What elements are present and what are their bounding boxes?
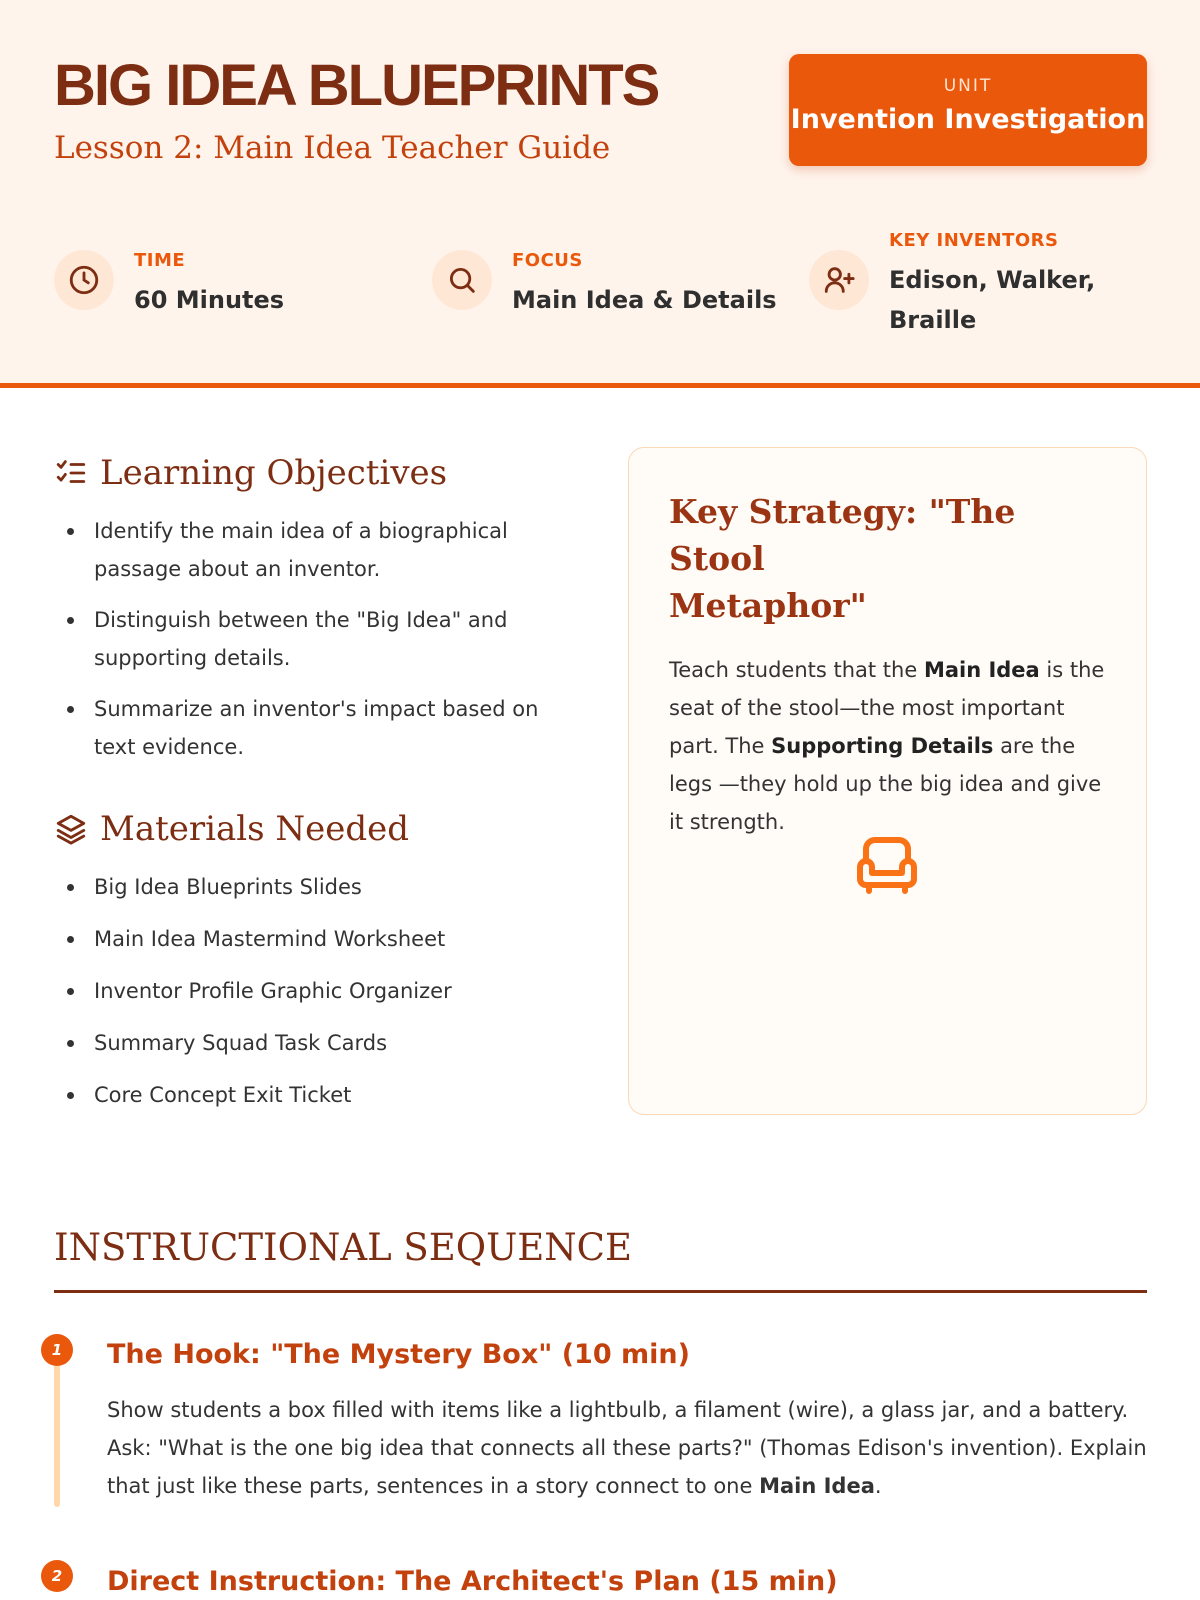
page-subtitle: Lesson 2: Main Idea Teacher Guide — [54, 130, 611, 166]
list-item: Distinguish between the "Big Idea" and supporting details. — [54, 601, 574, 677]
meta-inventors-value-2: Braille — [889, 306, 977, 334]
objectives-heading — [54, 448, 574, 498]
strategy-title: Key Strategy: "The Stool Metaphor" — [669, 492, 1016, 625]
strategy-text: Teach students that the Main Idea is the seat of the stool—the most important part. The Supporting Details are the legs —they hold up the big idea and give it strength. — [669, 658, 1105, 834]
meta-time-value: 60 Minutes — [134, 286, 285, 314]
objectives-list — [54, 512, 574, 766]
layers-icon — [54, 812, 88, 846]
meta-inventors-value-1: Edison, Walker, — [889, 266, 1096, 294]
page-header — [0, 0, 1200, 388]
list-item: Summarize an inventor's impact based on text evidence. — [54, 690, 574, 766]
materials-title: Materials Needed — [100, 809, 410, 849]
meta-time — [54, 236, 394, 336]
meta-focus — [432, 236, 777, 336]
unit-value: Invention Investigation — [790, 104, 1146, 135]
list-item: Identify the main idea of a biographical passage about an inventor. — [54, 512, 574, 588]
list-item: Big Idea Blueprints Slides — [54, 868, 574, 906]
clock-icon — [54, 250, 114, 310]
page-title: BIG IDEA BLUEPRINTS — [54, 53, 659, 118]
user-plus-icon — [809, 250, 869, 310]
step-title: The Hook: "The Mystery Box" (10 min) — [107, 1339, 690, 1370]
list-item: Core Concept Exit Ticket — [54, 1076, 574, 1114]
objectives-title: Learning Objectives — [100, 453, 448, 493]
timeline-line — [54, 1347, 60, 1507]
materials-list — [54, 868, 574, 1114]
meta-focus-value: Main Idea & Details — [512, 286, 777, 314]
meta-inventors — [809, 216, 1169, 334]
meta-inventors-label: KEY INVENTORS — [889, 230, 1059, 251]
step-title: Direct Instruction: The Architect's Plan (15 min) — [107, 1566, 838, 1597]
meta-focus-label: FOCUS — [512, 250, 583, 271]
checklist-icon — [54, 456, 88, 490]
step-number-badge: 1 — [41, 1334, 73, 1366]
step-number-badge: 2 — [41, 1560, 73, 1592]
list-item: Summary Squad Task Cards — [54, 1024, 574, 1062]
list-item: Inventor Profile Graphic Organizer — [54, 972, 574, 1010]
search-icon — [432, 250, 492, 310]
armchair-icon — [851, 828, 923, 900]
unit-label: UNIT — [943, 76, 993, 96]
left-column — [54, 448, 574, 1128]
divider — [54, 1290, 1147, 1293]
step-body: Show students a box filled with items like a lightbulb, a filament (wire), a glass jar, and a battery. Ask: "What is the one big idea that connects all these parts?" (Thomas Edison's invention). Explain that just like these parts, sentences in a story connect to one Main Idea. — [107, 1398, 1147, 1498]
unit-badge — [789, 54, 1147, 166]
list-item: Main Idea Mastermind Worksheet — [54, 920, 574, 958]
materials-heading — [54, 804, 574, 854]
key-strategy-card — [628, 447, 1147, 1115]
sequence-title: INSTRUCTIONAL SEQUENCE — [54, 1226, 632, 1269]
meta-time-label: TIME — [134, 250, 186, 271]
